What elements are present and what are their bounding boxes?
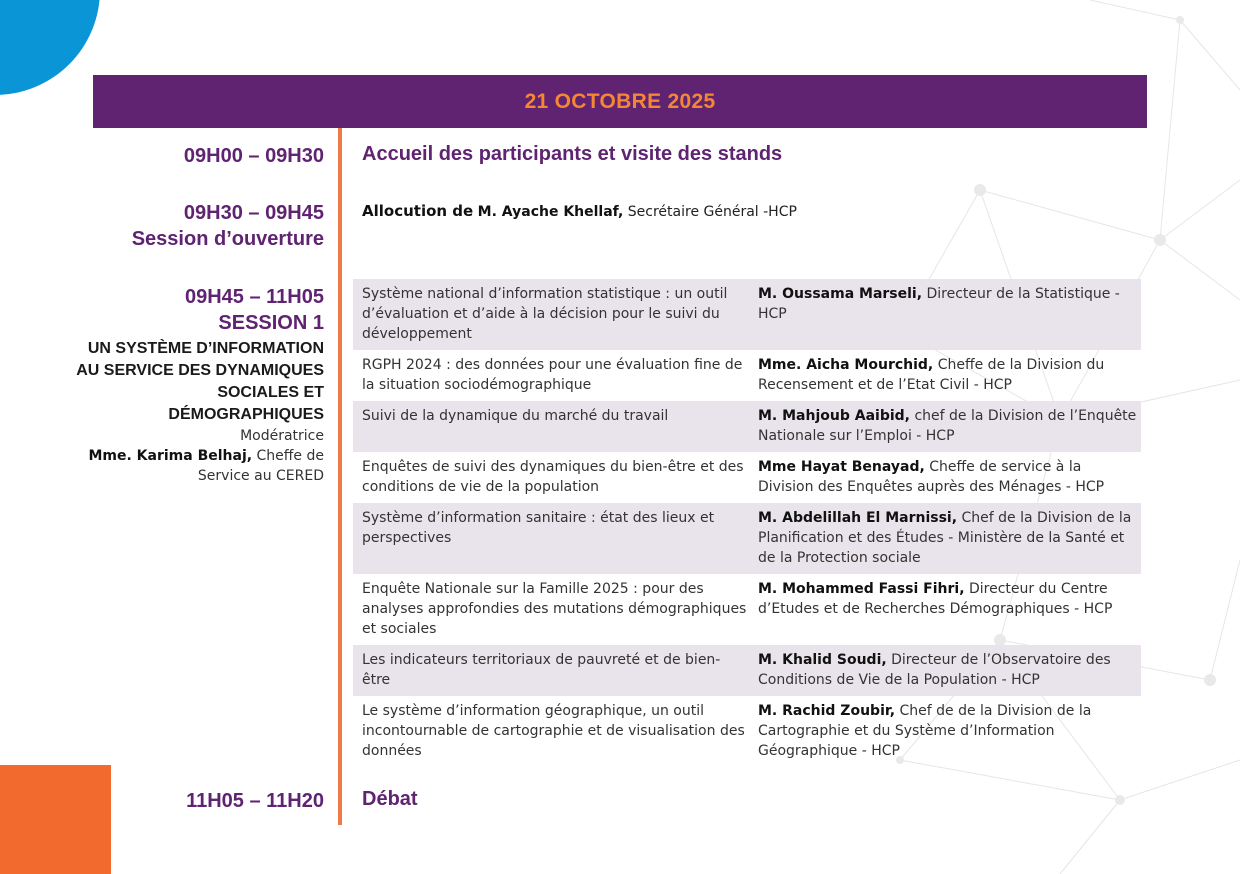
time-label: 09H45 – 11H05 xyxy=(184,286,324,308)
time-label: 11H05 – 11H20 xyxy=(186,790,324,812)
talk-speaker xyxy=(758,457,1138,497)
debate-heading: Débat xyxy=(362,788,418,810)
talk-speaker xyxy=(758,701,1138,761)
talk-speaker xyxy=(758,579,1138,639)
time-label: 09H30 – 09H45 xyxy=(183,202,324,224)
talk-title: Système national d’information statistique : un outil d’évaluation et d’aide à la décision pour le suivi du développement xyxy=(362,286,728,342)
allocution-line xyxy=(362,202,797,220)
speaker-role: chef de la Division de l’Enquête Nationale sur l’Emploi - HCP xyxy=(758,408,1137,444)
speaker-name: M. Oussama Marseli, xyxy=(758,286,923,302)
talk-row xyxy=(353,645,1141,696)
allocution-speaker: M. Ayache Khellaf, xyxy=(477,204,624,220)
slot-time-opening xyxy=(132,200,324,252)
moderator-name: Mme. Karima Belhaj, xyxy=(88,448,253,464)
talk-row xyxy=(353,503,1141,574)
speaker-role: Chef de de la Division de la Cartographie et du Système d’Information Géographique - HCP xyxy=(758,703,1092,759)
session-title: UN SYSTÈME D’INFORMATION AU SERVICE DES DYNAMIQUES SOCIALES ET DÉMOGRAPHIQUES xyxy=(76,340,324,423)
speaker-role: Chef de la Division de la Planification et des Études - Ministère de la Santé et de la Protection sociale xyxy=(758,510,1132,566)
speaker-role: Directeur de la Statistique - HCP xyxy=(758,286,1120,322)
talk-title: Les indicateurs territoriaux de pauvreté et de bien-être xyxy=(362,652,721,688)
slot-time-debate xyxy=(186,788,324,814)
speaker-role: Cheffe de la Division du Recensement et de l’Etat Civil - HCP xyxy=(758,357,1105,393)
time-label: 09H00 – 09H30 xyxy=(183,145,324,167)
orange-corner-block xyxy=(0,765,111,874)
talk-speaker xyxy=(758,406,1138,446)
speaker-name: M. Mahjoub Aaibid, xyxy=(758,408,910,424)
moderator-label: Modératrice xyxy=(240,428,324,444)
talks-table xyxy=(353,279,1141,767)
moderator-role: Cheffe de Service au CERED xyxy=(197,448,324,484)
talk-title: RGPH 2024 : des données pour une évaluation fine de la situation sociodémographique xyxy=(362,357,743,393)
speaker-name: M. Mohammed Fassi Fihri, xyxy=(758,581,965,597)
talk-speaker xyxy=(758,650,1138,690)
talk-row xyxy=(353,452,1141,503)
talk-row xyxy=(353,350,1141,401)
talk-row xyxy=(353,696,1141,767)
speaker-role: Directeur de l’Observatoire des Conditions de Vie de la Population - HCP xyxy=(758,652,1111,688)
opening-session-label: Session d’ouverture xyxy=(131,228,324,250)
speaker-role: Cheffe de service à la Division des Enquêtes auprès des Ménages - HCP xyxy=(758,459,1105,495)
date-text: 21 OCTOBRE 2025 xyxy=(524,89,716,113)
session-number: SESSION 1 xyxy=(218,312,324,334)
welcome-heading: Accueil des participants et visite des stands xyxy=(362,143,783,165)
talk-row xyxy=(353,401,1141,452)
speaker-name: M. Khalid Soudi, xyxy=(758,652,887,668)
moderator-info xyxy=(74,446,324,486)
talk-speaker xyxy=(758,284,1138,344)
allocution-role: Secrétaire Général -HCP xyxy=(623,204,797,220)
talk-title: Le système d’information géographique, un outil incontournable de cartographie et de visualisation des données xyxy=(362,703,745,759)
speaker-role: Directeur du Centre d’Etudes et de Recherches Démographiques - HCP xyxy=(758,581,1113,617)
talk-title: Enquête Nationale sur la Famille 2025 : pour des analyses approfondies des mutations démographiques et sociales xyxy=(362,581,747,637)
timeline-divider xyxy=(338,128,342,825)
date-banner xyxy=(93,75,1147,128)
allocution-lead: Allocution de xyxy=(362,202,474,220)
talk-row xyxy=(353,279,1141,350)
talk-speaker xyxy=(758,508,1138,568)
speaker-name: Mme. Aicha Mourchid, xyxy=(758,357,934,373)
speaker-name: M. Rachid Zoubir, xyxy=(758,703,896,719)
talk-speaker xyxy=(758,355,1138,395)
talk-title: Enquêtes de suivi des dynamiques du bien-être et des conditions de vie de la population xyxy=(362,459,744,495)
speaker-name: Mme Hayat Benayad, xyxy=(758,459,925,475)
slot-time-session-1 xyxy=(74,284,324,486)
talk-title: Suivi de la dynamique du marché du travail xyxy=(362,408,669,424)
talk-title: Système d’information sanitaire : état des lieux et perspectives xyxy=(362,510,715,546)
slot-time-welcome xyxy=(184,143,324,169)
talk-row xyxy=(353,574,1141,645)
speaker-name: M. Abdelillah El Marnissi, xyxy=(758,510,958,526)
